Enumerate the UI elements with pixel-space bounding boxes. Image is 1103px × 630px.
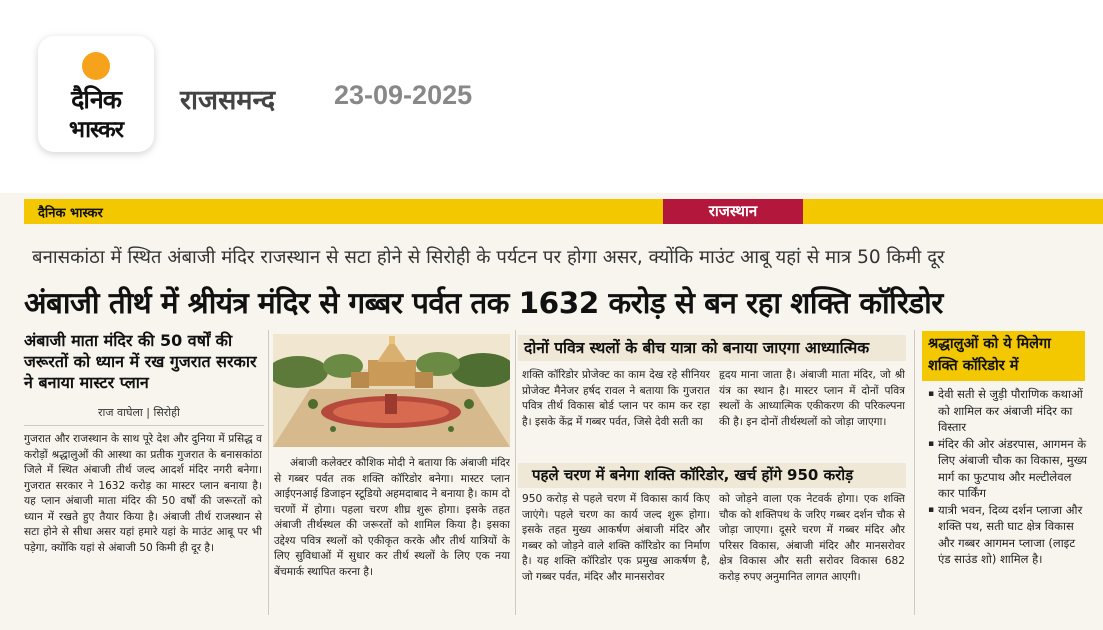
main-headline: अंबाजी तीर्थ में श्रीयंत्र मंदिर से गब्बर पर्वत तक 1632 करोड़ से बन रहा शक्ति कॉरिडोर [24, 286, 943, 320]
section-tag: राजस्थान [663, 199, 803, 224]
section1-col-a: शक्ति कॉरिडोर प्रोजेक्ट का काम देख रहे सीनियर प्रोजेक्ट मैनेजर हर्षद रावल ने बताया कि गुजरात पवित्र तीर्थ विकास बोर्ड प्लान पर काम कर रहा है। इसके केंद्र में गब्बर पर्वत, जिसे देवी सती का [522, 369, 710, 428]
sub-headline: बनासकांठा में स्थित अंबाजी मंदिर राजस्थान से सटा होने से सिरोही के पर्यटन पर होगा असर, क्योंकि माउंट आबू यहां से मात्र 50 किमी दूर [32, 247, 945, 268]
column-divider [914, 330, 915, 615]
sidebar-list [928, 386, 1088, 568]
band-brand: दैनिक भास्कर [38, 206, 103, 221]
col2-body: अंबाजी कलेक्टर कौशिक मोदी ने बताया कि अंबाजी मंदिर से गब्बर पर्वत तक शक्ति कॉरिडोर बनेगा। मास्टर प्लान आईएनआई डिजाइन स्टूडियो अहमदाबाद ने बनाया है। काम दो चरणों में होगा। पहला चरण शीघ्र शुरू होगा। इसके तहत अंबाजी तीर्थस्थल की जरूरतों को शामिल किया है। इसका उद्देश्य पवित्र स्थलों को एकीकृत करके और तीर्थ यात्रियों के लिए सुविधाओं में सुधार कर तीर्थ स्थलों के लिए एक नया बेंचमार्क स्थापित करना है। [274, 457, 510, 578]
section2-col-b: को जोड़ने वाला एक नेटवर्क होगा। एक शक्ति चौक को शक्तिपथ के जरिए गब्बर दर्शन चौक से जोड़ा जाएगा। दूसरे चरण में गब्बर मंदिर और परिसर विकास, अंबाजी मंदिर और मानसरोवर क्षेत्र विकास और सती सरोवर विकास 682 करोड़ रुपए अनुमानित लागत आएगी। [719, 493, 905, 583]
section1-col-b: हृदय माना जाता है। अंबाजी माता मंदिर, जो श्री यंत्र का स्थान है। मास्टर प्लान में दोनों पवित्र स्थलों के आध्यात्मिक एकीकरण की परिकल्पना की है। इन दोनों तीर्थस्थलों को जोड़ा जाएगा। [719, 369, 905, 428]
byline: राज वाघेला | सिरोही [98, 406, 180, 419]
divider [24, 425, 264, 426]
newspaper-logo-icon [38, 36, 154, 152]
logo-sun [82, 52, 110, 80]
temple-render-image [273, 334, 510, 447]
logo-text-line2: भास्कर [68, 117, 124, 143]
logo-text-line1: दैनिक [71, 85, 121, 114]
masthead-band [24, 199, 1103, 224]
sidebar-item: ▪ यात्री भवन, दिव्य दर्शन प्लाजा और शक्ति पथ, सती घाट क्षेत्र विकास और गब्बर आगमन प्लाजा (लाइट एंड साउंड शो) शामिल है। [928, 502, 1088, 568]
column-divider [268, 330, 269, 615]
section2-col-a: 950 करोड़ से पहले चरण में विकास कार्य किए जाएंगे। पहले चरण का कार्य जल्द शुरू होगा। इसके तहत मुख्य आकर्षण अंबाजी मंदिर और गब्बर को जोड़ने वाले शक्ति कॉरिडोर का निर्माण है। यह शक्ति कॉरिडोर एक प्रमुख आकर्षण है, जो गब्बर पर्वत, मंदिर और मानसरोवर [522, 493, 710, 583]
sidebar-heading: श्रद्धालुओं को ये मिलेगा शक्ति कॉरिडोर में [922, 331, 1085, 381]
edition-city: राजसमन्द [180, 85, 276, 116]
section2-heading: पहले चरण में बनेगा शक्ति कॉरिडोर, खर्च होंगे 950 करोड़ [518, 463, 906, 488]
section1-heading: दोनों पवित्र स्थलों के बीच यात्रा को बनाया जाएगा आध्यात्मिक [518, 335, 906, 361]
edition-date: 23-09-2025 [334, 80, 473, 110]
sidebar-item: ▪ मंदिर की ओर अंडरपास, आगमन के लिए अंबाजी चौक का विकास, मुख्य मार्ग का फुटपाथ और मल्टीलेवल कार पार्किंग [928, 436, 1088, 502]
sidebar-item: ▪ देवी सती से जुड़ी पौराणिक कथाओं को शामिल कर अंबाजी मंदिर का विस्तार [928, 386, 1088, 436]
lead-headline: अंबाजी माता मंदिर की 50 वर्षों की जरूरतों को ध्यान में रख गुजरात सरकार ने बनाया मास्टर प्लान [24, 331, 257, 392]
col1-body: गुजरात और राजस्थान के साथ पूरे देश और दुनिया में प्रसिद्ध व करोड़ों श्रद्धालुओं की आस्था का प्रतीक गुजरात के बनासकांठा जिले में स्थित अंबाजी तीर्थ जल्द आदर्श मंदिर नगरी बनेगा। गुजरात सरकार ने 1632 करोड़ का मास्टर प्लान बनाया है। यह प्लान अंबाजी माता मंदिर की 50 वर्षों की जरूरतों को ध्यान में रखते हुए तैयार किया है। अंबाजी तीर्थ राजस्थान से सटा होने से सीधा असर यहां हमारे यहां के माउंट आबू पर भी पड़ेगा, क्योंकि यहां से अंबाजी 50 किमी ही दूर है। [24, 433, 262, 554]
column-divider [515, 330, 516, 615]
